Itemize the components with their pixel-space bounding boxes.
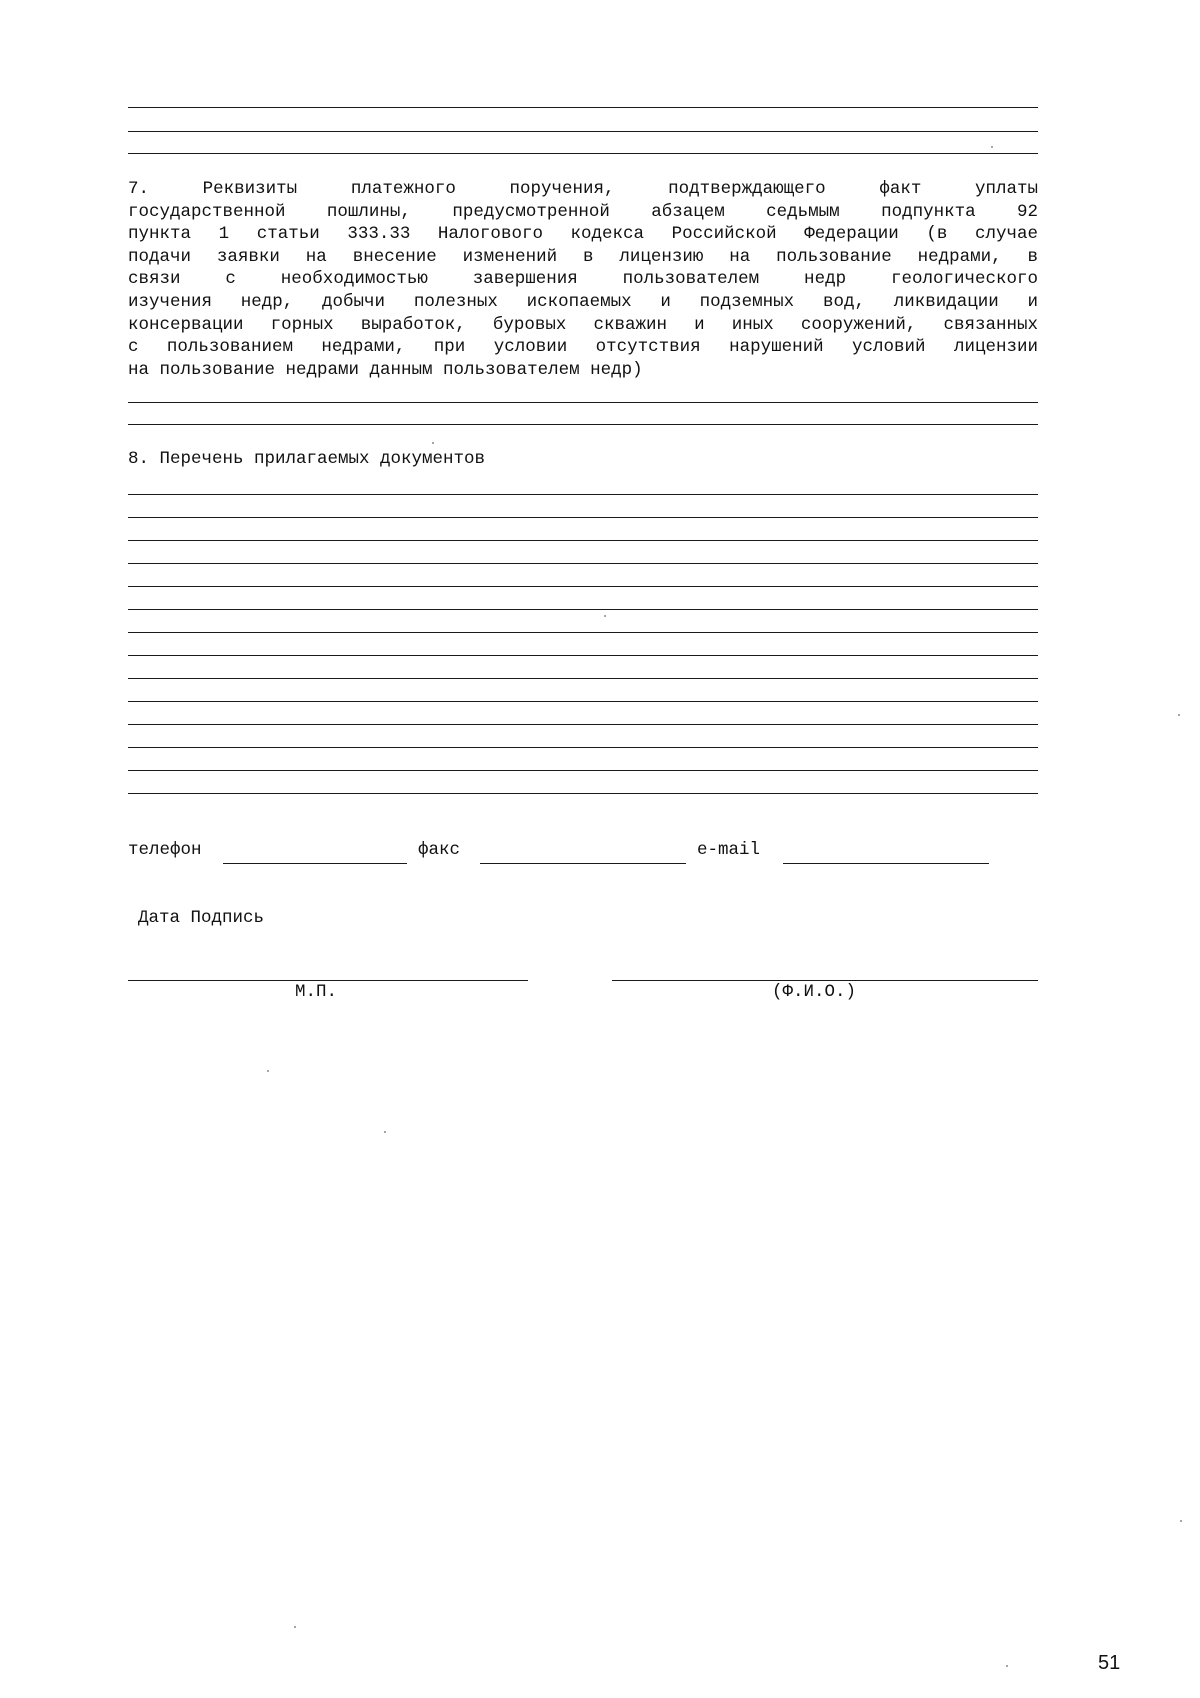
blank-line [128,153,1038,154]
scan-speck [604,615,606,617]
stamp-signature-line[interactable] [128,980,528,981]
full-name-caption: (Ф.И.О.) [772,982,857,1002]
scan-speck [1180,1520,1182,1522]
stamp-caption: М.П. [295,982,338,1002]
fill-line[interactable] [128,770,1038,771]
scan-speck [384,1131,386,1133]
fill-line[interactable] [128,747,1038,748]
section-7-line: 7. Реквизиты платежного поручения, подтверждающего факт уплаты [128,179,1038,199]
fill-line[interactable] [128,793,1038,794]
email-label: e-mail [697,840,761,860]
fill-line[interactable] [128,724,1038,725]
section-8-title: 8. Перечень прилагаемых документов [128,449,486,469]
section-7-line: государственной пошлины, предусмотренной абзацем седьмым подпункта 92 [128,201,1038,222]
scan-speck [294,1626,296,1628]
fill-line[interactable] [128,563,1038,564]
scan-speck [267,1070,269,1072]
fill-line[interactable] [128,494,1038,495]
section-7-line: консервации горных выработок, буровых скважин и иных сооружений, связанных [128,314,1038,335]
scan-speck [1178,714,1180,716]
scan-speck [1006,1665,1008,1667]
phone-field[interactable] [223,863,407,864]
fill-line[interactable] [128,540,1038,541]
section-7-line: связи с необходимостью завершения пользователем недр геологического [128,269,1038,290]
fill-line[interactable] [128,402,1038,403]
section-7-paragraph [128,178,1038,381]
blank-line [128,131,1038,132]
fill-line[interactable] [128,586,1038,587]
scan-speck [991,146,993,148]
section-7-line: с пользованием недрами, при условии отсутствия нарушений условий лицензии [128,337,1038,358]
section-7-line: на пользование недрами данным пользователем недр) [128,359,643,380]
fill-line[interactable] [128,609,1038,610]
fill-line[interactable] [128,678,1038,679]
fill-line[interactable] [128,655,1038,656]
section-7-line: изучения недр, добычи полезных ископаемых и подземных вод, ликвидации и [128,291,1038,312]
fill-line[interactable] [128,632,1038,633]
fill-line[interactable] [128,424,1038,425]
page-number: 51 [1098,1652,1121,1674]
fax-field[interactable] [480,863,686,864]
fax-label: факс [418,840,461,860]
blank-line [128,107,1038,108]
scan-speck [432,442,434,444]
date-signature-label: Дата Подпись [138,908,265,928]
fill-line[interactable] [128,517,1038,518]
section-7-line: пункта 1 статьи 333.33 Налогового кодекса Российской Федерации (в случае [128,224,1038,245]
section-7-line: подачи заявки на внесение изменений в лицензию на пользование недрами, в [128,246,1038,267]
fill-line[interactable] [128,701,1038,702]
email-field[interactable] [783,863,989,864]
full-name-line[interactable] [612,980,1038,981]
phone-label: телефон [128,840,202,860]
